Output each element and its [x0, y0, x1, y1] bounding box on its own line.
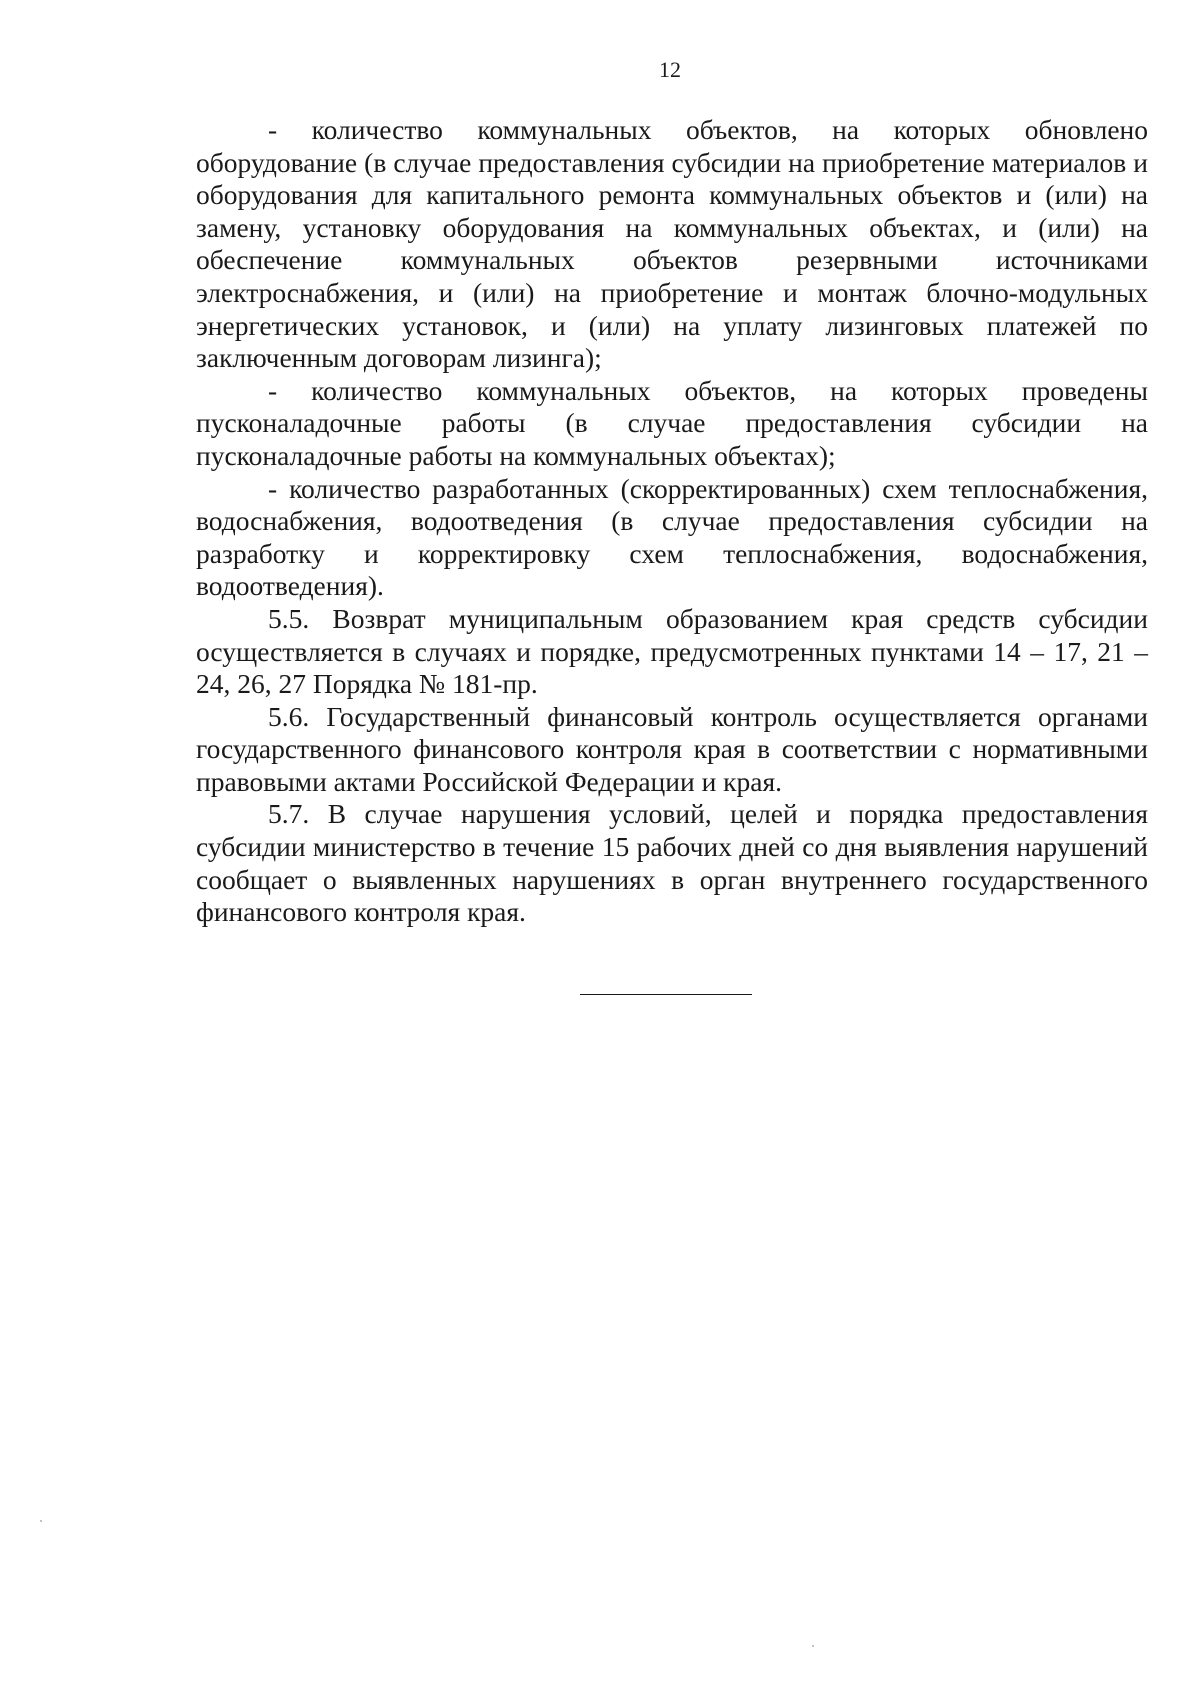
page-number: 12 [659, 57, 681, 82]
paragraph-commissioning-works-count: - количество коммунальных объектов, на которых проведены пусконаладочные работы (в случае предоставления субсидии на пусконаладочные работы на коммунальных объектах); [196, 374, 1148, 471]
paragraph-5-6-financial-control: 5.6. Государственный финансовый контроль осуществляется органами государственного финансового контроля края в соответствии с нормативными правовыми актами Российской Федерации и края. [196, 700, 1148, 797]
scan-speck [812, 1645, 814, 1647]
paragraph-supply-schemes-count: - количество разработанных (скорректированных) схем теплоснабжения, водоснабжения, водоотведения (в случае предоставления субсидии на разработку и корректировку схем теплоснабжения, водоснабжения, водоотведения). [196, 472, 1148, 602]
paragraph-updated-equipment-count: - количество коммунальных объектов, на которых обновлено оборудование (в случае предоставления субсидии на приобретение материалов и оборудования для капитального ремонта коммунальных объектов и (или) на замену, установку оборудования на коммунальных объектах, и (или) на обеспечение коммунальных объектов резервными источниками электроснабжения, и (или) на приобретение и монтаж блочно-модульных энергетических установок, и (или) на уплату лизинговых платежей по заключенным договорам лизинга); [196, 114, 1148, 374]
document-body [196, 114, 1148, 929]
scan-speck [40, 1520, 42, 1522]
paragraph-5-5-subsidy-return: 5.5. Возврат муниципальным образованием края средств субсидии осуществляется в случаях и порядке, предусмотренных пунктами 14 – 17, 21 – 24, 26, 27 Порядка № 181-пр. [196, 602, 1148, 700]
paragraph-5-7-violation-reporting: 5.7. В случае нарушения условий, целей и порядка предоставления субсидии министерство в течение 15 рабочих дней со дня выявления нарушений сообщает о выявленных нарушениях в орган внутреннего государственного финансового контроля края. [196, 798, 1148, 928]
end-of-text-rule [580, 994, 752, 995]
